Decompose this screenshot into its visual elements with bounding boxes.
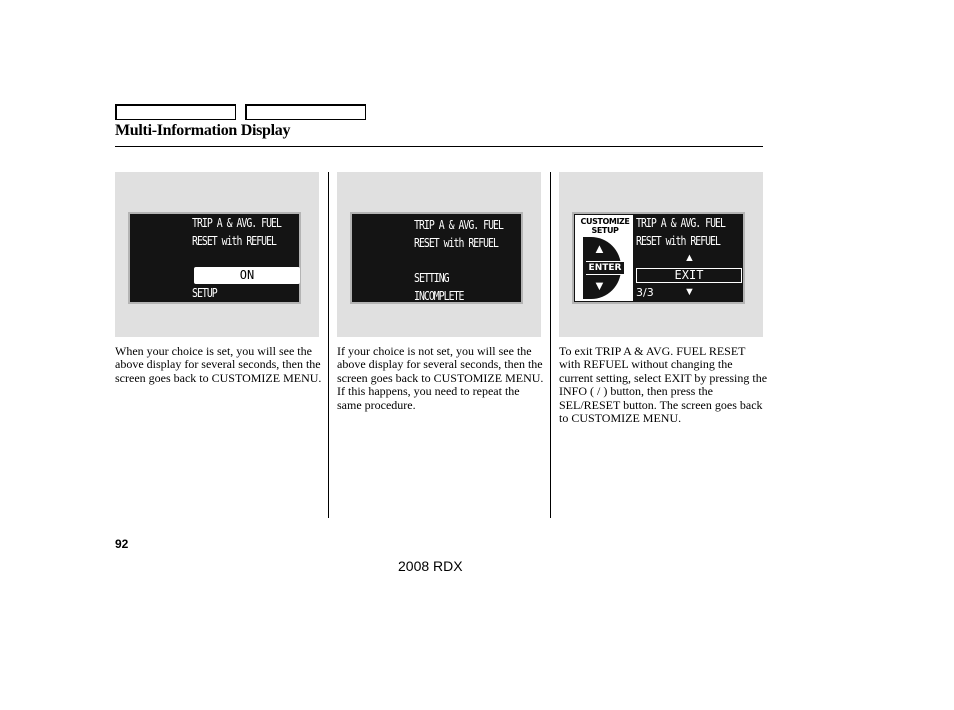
section-tab-1 (115, 104, 236, 120)
lcd-screen-2 (350, 212, 523, 304)
selected-option-label: ON (239, 268, 255, 282)
selected-option (194, 267, 300, 284)
exit-option-label: EXIT (674, 268, 704, 282)
up-arrow-icon: ▲ (684, 252, 695, 264)
caption-3: To exit TRIP A & AVG. FUEL RESET with REFUEL without changing the current setting, select EXIT by pressing the INFO ( / ) button, then press the SEL/RESET button. The screen goes back to CUSTOMIZE MENU. (559, 344, 768, 426)
lcd-line-1: TRIP A & AVG. FUEL (192, 216, 281, 230)
lcd-line-1: TRIP A & AVG. FUEL (636, 216, 725, 230)
lcd-status-line-1: SETTING (414, 271, 449, 285)
page-indicator: 3/3 (636, 286, 654, 299)
down-arrow-icon: ▼ (684, 286, 695, 298)
lcd-setup-label: SETUP (192, 286, 217, 300)
lcd-screen-3 (572, 212, 745, 304)
exit-option (636, 268, 742, 283)
up-arrow-icon: ▲ (593, 241, 606, 256)
lcd-line-1: TRIP A & AVG. FUEL (414, 218, 503, 232)
lcd-status-line-2: INCOMPLETE (414, 289, 464, 303)
display-illustration-2 (337, 172, 541, 337)
lcd-line-2: RESET with REFUEL (636, 234, 720, 248)
enter-label: ENTER (586, 261, 624, 275)
customize-setup-label (578, 217, 632, 235)
display-illustration-1 (115, 172, 319, 337)
footer-model: 2008 RDX (398, 558, 463, 574)
display-illustration-3 (559, 172, 763, 337)
lcd-line-2: RESET with REFUEL (414, 236, 498, 250)
customize-sidebar (575, 215, 633, 301)
down-arrow-icon: ▼ (593, 278, 606, 293)
page-title: Multi-Information Display (115, 122, 291, 139)
caption-2: If your choice is not set, you will see the above display for several seconds, then the screen goes back to CUSTOMIZE MENU. If this happens, you need to repeat the same procedure. (337, 344, 544, 412)
column-divider-2 (550, 172, 551, 518)
sidebar-title-line-1: CUSTOMIZE (580, 217, 630, 226)
page-number: 92 (115, 537, 129, 551)
caption-1: When your choice is set, you will see the above display for several seconds, then the screen goes back to CUSTOMIZE MENU. (115, 344, 322, 385)
lcd-line-2: RESET with REFUEL (192, 234, 276, 248)
section-tab-2 (245, 104, 366, 120)
sidebar-title-line-2: SETUP (591, 226, 619, 235)
column-divider-1 (328, 172, 329, 518)
title-rule (115, 146, 763, 147)
lcd-screen-1 (128, 212, 301, 304)
